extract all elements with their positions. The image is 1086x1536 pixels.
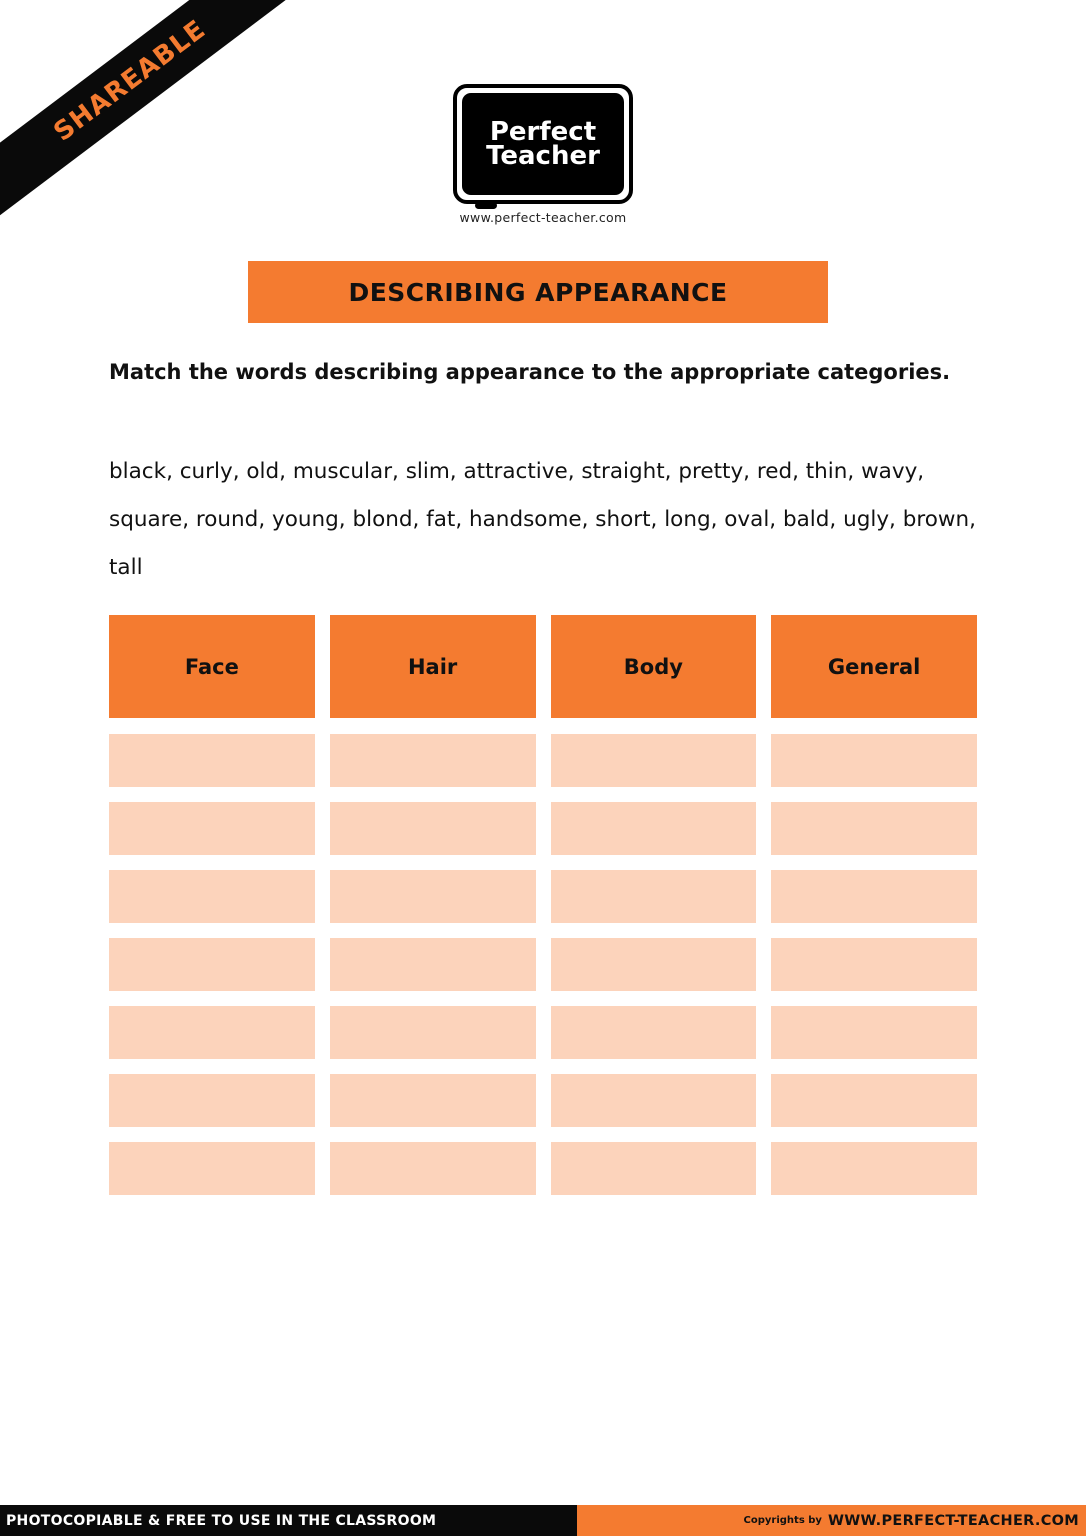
answer-cell[interactable]: [551, 870, 757, 923]
header-face: Face: [109, 615, 315, 718]
logo-screen: [462, 93, 624, 195]
answer-cell[interactable]: [551, 1142, 757, 1195]
answer-cell[interactable]: [551, 802, 757, 855]
ribbon-label: SHAREABLE: [48, 14, 212, 148]
instruction-text: Match the words describing appearance to the appropriate categories.: [109, 360, 951, 384]
answer-cell[interactable]: [330, 1006, 536, 1059]
table-row: [109, 802, 977, 855]
table-row: [109, 734, 977, 787]
footer-notice: PHOTOCOPIABLE & FREE TO USE IN THE CLASSROOM: [0, 1505, 577, 1536]
table-row: [109, 1142, 977, 1195]
answer-cell[interactable]: [109, 802, 315, 855]
table-header-row: [109, 615, 977, 718]
header-general: General: [771, 615, 977, 718]
category-table: [109, 615, 977, 1210]
answer-cell[interactable]: [330, 1142, 536, 1195]
answer-cell[interactable]: [330, 938, 536, 991]
answer-cell[interactable]: [771, 1006, 977, 1059]
table-body: [109, 734, 977, 1195]
word-bank-line: tall: [109, 555, 143, 580]
answer-cell[interactable]: [771, 1074, 977, 1127]
shareable-ribbon: [0, 0, 300, 220]
logo-line2: Teacher: [486, 141, 600, 171]
header-body: Body: [551, 615, 757, 718]
page-title: DESCRIBING APPEARANCE: [348, 277, 728, 307]
title-banner: [248, 261, 828, 323]
header-hair: Hair: [330, 615, 536, 718]
answer-cell[interactable]: [330, 734, 536, 787]
answer-cell[interactable]: [551, 1006, 757, 1059]
word-bank-line: black, curly, old, muscular, slim, attractive, straight, pretty, red, thin, wavy,: [109, 459, 925, 484]
answer-cell[interactable]: [109, 1006, 315, 1059]
footer-copyright: [577, 1505, 1086, 1536]
table-row: [109, 1074, 977, 1127]
perfect-teacher-logo: [453, 84, 633, 229]
answer-cell[interactable]: [330, 870, 536, 923]
answer-cell[interactable]: [771, 734, 977, 787]
answer-cell[interactable]: [551, 1074, 757, 1127]
logo-line1: Perfect: [489, 117, 597, 147]
answer-cell[interactable]: [109, 938, 315, 991]
answer-cell[interactable]: [109, 1074, 315, 1127]
word-bank: [109, 448, 989, 592]
answer-cell[interactable]: [771, 802, 977, 855]
answer-cell[interactable]: [109, 870, 315, 923]
logo-monitor-icon: [453, 84, 633, 204]
answer-cell[interactable]: [771, 870, 977, 923]
table-row: [109, 870, 977, 923]
footer-site: WWW.PERFECT-TEACHER.COM: [827, 1512, 1079, 1529]
ribbon-band: [0, 0, 300, 220]
answer-cell[interactable]: [330, 802, 536, 855]
word-bank-line: square, round, young, blond, fat, handsome, short, long, oval, bald, ugly, brown,: [109, 507, 976, 532]
answer-cell[interactable]: [771, 938, 977, 991]
answer-cell[interactable]: [109, 734, 315, 787]
answer-cell[interactable]: [109, 1142, 315, 1195]
answer-cell[interactable]: [551, 734, 757, 787]
answer-cell[interactable]: [330, 1074, 536, 1127]
answer-cell[interactable]: [771, 1142, 977, 1195]
footer: [0, 1505, 1086, 1536]
table-row: [109, 938, 977, 991]
table-row: [109, 1006, 977, 1059]
logo-stand-icon: [475, 202, 497, 209]
answer-cell[interactable]: [551, 938, 757, 991]
copyright-label: Copyrights by: [743, 1515, 822, 1526]
logo-url: www.perfect-teacher.com: [459, 210, 627, 225]
